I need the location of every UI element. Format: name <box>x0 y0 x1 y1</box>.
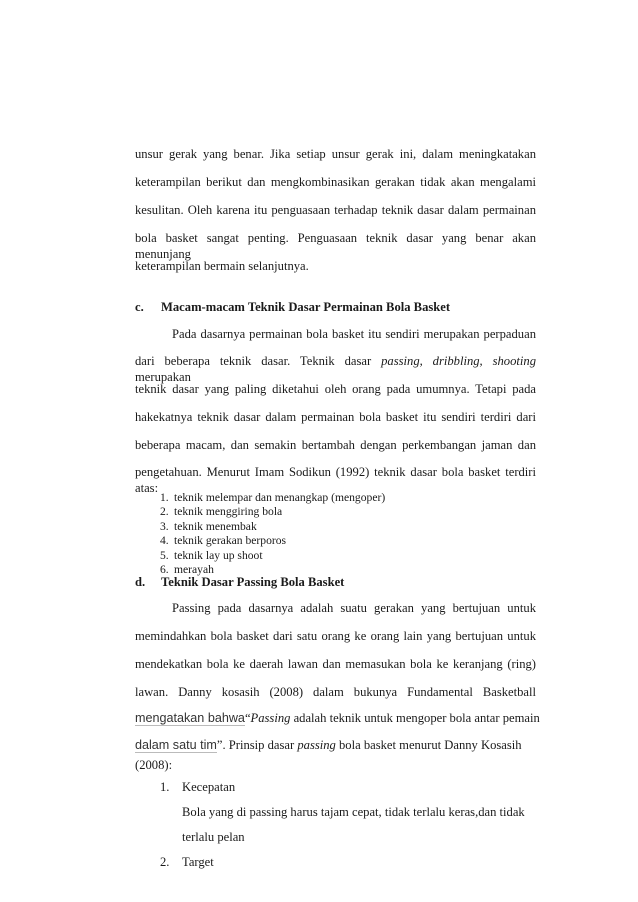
principle-item: 2. Target <box>160 855 214 869</box>
paragraph-line: memindahkan bola basket dari satu orang ke orang lain yang bertujuan untuk <box>135 629 536 643</box>
list-item: 3. teknik menembak <box>160 519 257 533</box>
paragraph-line: dari beberapa teknik dasar. Teknik dasar passing, dribbling, shooting merupakan <box>135 354 536 384</box>
paragraph-line: teknik dasar yang paling diketahui oleh orang pada umumnya. Tetapi pada <box>135 382 536 396</box>
section-letter: d. <box>135 575 146 589</box>
principle-item: 1. Kecepatan <box>160 780 236 794</box>
paragraph-line: lawan. Danny kosasih (2008) dalam bukunya Fundamental Basketball <box>135 685 536 699</box>
paragraph-line: (2008): <box>135 758 173 772</box>
paragraph-line: hakekatnya teknik dasar dalam permainan bola basket itu sendiri terdiri dari <box>135 410 536 424</box>
inserted-text: mengatakan bahwa <box>135 711 245 725</box>
paragraph-line: pengetahuan. Menurut Imam Sodikun (1992) teknik dasar bola basket terdiri atas: <box>135 465 536 495</box>
section-c-heading <box>135 300 450 315</box>
paragraph-line: Passing pada dasarnya adalah suatu gerakan yang bertujuan untuk <box>172 601 536 615</box>
section-d-heading <box>135 575 344 590</box>
list-item: 2. teknik menggiring bola <box>160 505 283 519</box>
paragraph-line: bola basket sangat penting. Penguasaan teknik dasar yang benar akan menunjang <box>135 231 536 261</box>
section-title: Teknik Dasar Passing Bola Basket <box>161 575 345 589</box>
list-item: 5. teknik lay up shoot <box>160 548 263 562</box>
list-item: 1. teknik melempar dan menangkap (mengoper) <box>160 491 386 504</box>
paragraph-line: mendekatkan bola ke daerah lawan dan memasukan bola ke keranjang (ring) <box>135 657 536 671</box>
paragraph-line: beberapa macam, dan semakin bertambah dengan perkembangan jaman dan <box>135 438 536 452</box>
paragraph-line: unsur gerak yang benar. Jika setiap unsur gerak ini, dalam meningkatakan <box>135 147 536 161</box>
paragraph-line: keterampilan bermain selanjutnya. <box>135 259 309 273</box>
principle-desc: Bola yang di passing harus tajam cepat, tidak terlalu keras,dan tidak <box>182 805 525 819</box>
paragraph-line: dalam satu tim”. Prinsip dasar passing bola basket menurut Danny Kosasih <box>135 738 522 752</box>
list-item: 4. teknik gerakan berporos <box>160 534 287 548</box>
list-item: 6. merayah <box>160 563 214 577</box>
technique-list <box>160 491 385 577</box>
section-title: Macam-macam Teknik Dasar Permainan Bola Basket <box>161 300 451 314</box>
principle-desc: terlalu pelan <box>182 830 245 844</box>
paragraph-line: kesulitan. Oleh karena itu penguasaan terhadap teknik dasar dalam permainan <box>135 203 536 217</box>
paragraph-line: mengatakan bahwa“Passing adalah teknik untuk mengoper bola antar pemain <box>135 711 540 725</box>
paragraph-line: Pada dasarnya permainan bola basket itu sendiri merupakan perpaduan <box>172 327 536 341</box>
section-letter: c. <box>135 300 144 314</box>
inserted-text: dalam satu tim <box>135 738 217 752</box>
paragraph-line: keterampilan berikut dan mengkombinasikan gerakan tidak akan mengalami <box>135 175 536 189</box>
